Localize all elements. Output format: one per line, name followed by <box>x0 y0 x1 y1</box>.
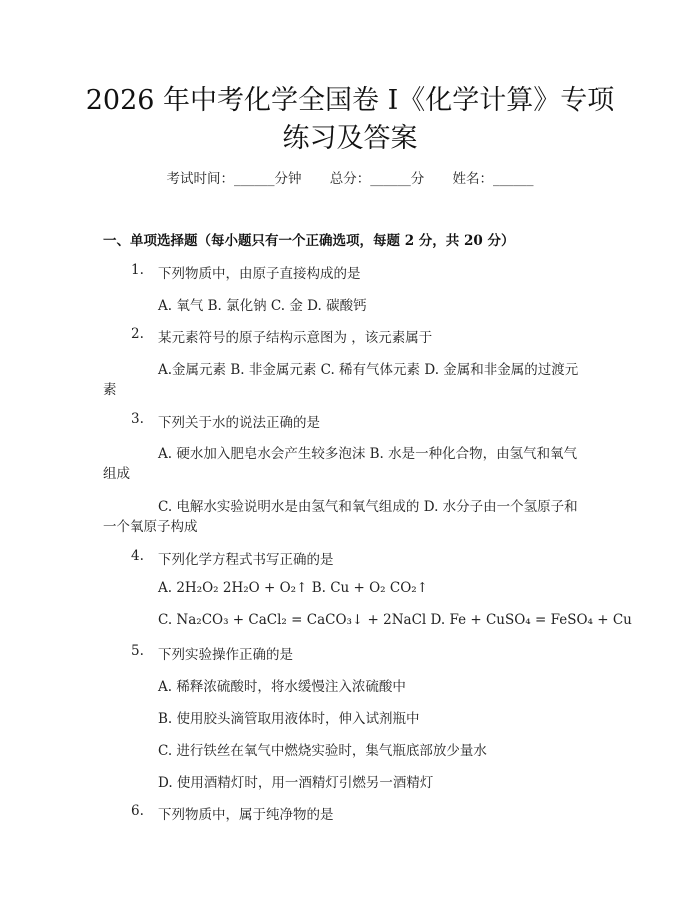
question-text: 下列物质中，属于纯净物的是 <box>158 807 334 823</box>
exam-time: 考试时间：______分钟 <box>166 171 302 187</box>
exam-info <box>0 167 700 187</box>
question-text: 下列关于水的说法正确的是 <box>158 415 320 431</box>
section-heading: 一、单项选择题（每小题只有一个正确选项，每题 2 分，共 20 分） <box>103 233 515 249</box>
question-number: 1. <box>131 262 144 278</box>
question-number: 6. <box>131 803 144 819</box>
question-options: A. 硬水加入肥皂水会产生较多泡沫 B. 水是一种化合物，由氢气和氧气 <box>158 446 578 462</box>
question-options-continued: 一个氧原子构成 <box>103 519 198 535</box>
question-option-d: D. 使用酒精灯时，用一酒精灯引燃另一酒精灯 <box>158 775 434 791</box>
question-options: C. 电解水实验说明水是由氢气和氧气组成的 D. 水分子由一个氢原子和 <box>158 499 578 515</box>
question-options: A. 2H₂O₂ 2H₂O + O₂↑ B. Cu + O₂ CO₂↑ <box>158 580 429 596</box>
question-text: 下列化学方程式书写正确的是 <box>158 552 334 568</box>
question-text: 下列实验操作正确的是 <box>158 647 293 663</box>
exam-name: 姓名：______ <box>452 171 534 187</box>
question-options: A. 氧气 B. 氯化钠 C. 金 D. 碳酸钙 <box>158 298 367 314</box>
question-number: 2. <box>131 326 144 342</box>
question-options-continued: 素 <box>103 382 117 398</box>
question-option-a: A. 稀释浓硫酸时，将水缓慢注入浓硫酸中 <box>158 679 406 695</box>
question-option-c: C. 进行铁丝在氧气中燃烧实验时，集气瓶底部放少量水 <box>158 743 487 759</box>
question-options: C. Na₂CO₃ + CaCl₂ = CaCO₃↓ + 2NaCl D. Fe + CuSO₄ = FeSO₄ + Cu <box>158 612 632 628</box>
document-title-line-2: 练习及答案 <box>282 123 418 154</box>
document-title-line-1: 2026 年中考化学全国卷 I《化学计算》专项 <box>85 85 615 116</box>
question-option-b: B. 使用胶头滴管取用液体时，伸入试剂瓶中 <box>158 711 420 727</box>
question-number: 5. <box>131 643 144 659</box>
question-text: 某元素符号的原子结构示意图为 ，该元素属于 <box>158 330 433 346</box>
question-options: A.金属元素 B. 非金属元素 C. 稀有气体元素 D. 金属和非金属的过渡元 <box>158 362 579 378</box>
question-text: 下列物质中，由原子直接构成的是 <box>158 266 361 282</box>
exam-score: 总分：______分 <box>329 171 425 187</box>
question-options-continued: 组成 <box>103 466 130 482</box>
question-number: 4. <box>131 548 144 564</box>
question-number: 3. <box>131 411 144 427</box>
